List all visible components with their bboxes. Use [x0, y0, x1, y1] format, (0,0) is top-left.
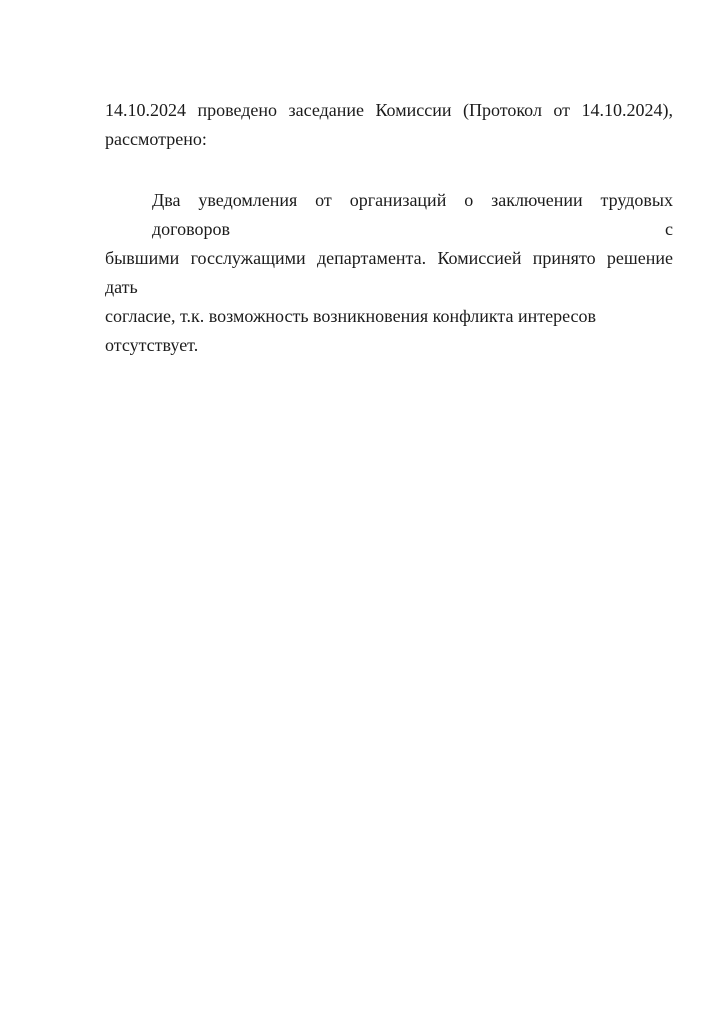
text-line: рассмотрено:	[105, 129, 207, 149]
paragraph-commission-decision	[105, 186, 673, 360]
paragraph-session-held	[105, 96, 673, 154]
text-line: согласие, т.к. возможность возникновения конфликта интересов отсутствует.	[105, 306, 597, 355]
document-text-block	[105, 96, 673, 360]
text-line: 14.10.2024 проведено заседание Комиссии (Протокол от 14.10.2024),	[105, 100, 673, 120]
text-line: Два уведомления от организаций о заключении трудовых договоров с	[152, 190, 673, 239]
text-line: бывшими госслужащими департамента. Комиссией принято решение дать	[105, 248, 673, 297]
